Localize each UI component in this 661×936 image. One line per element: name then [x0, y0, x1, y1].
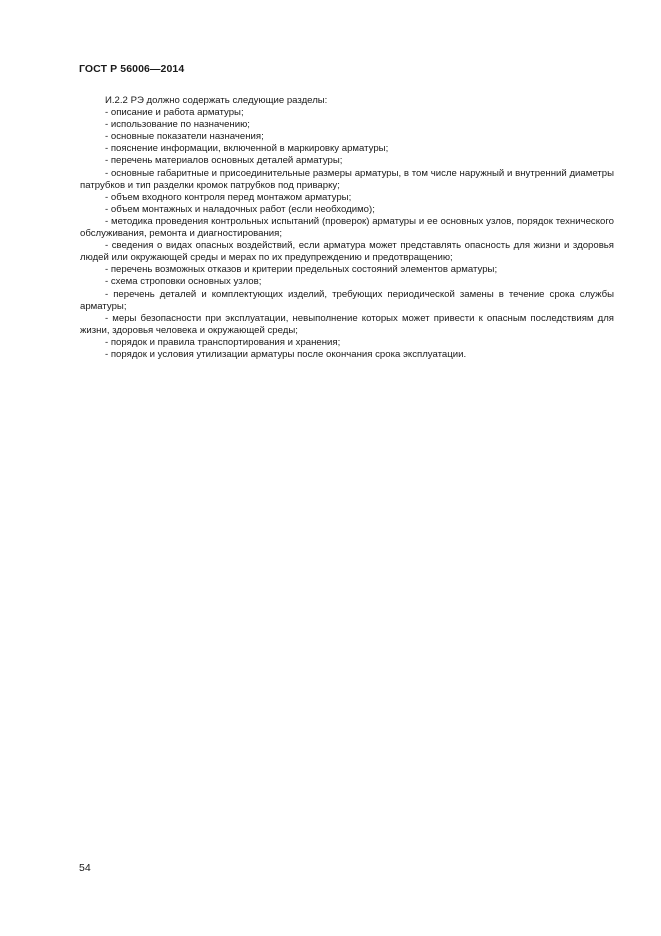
list-item: - перечень материалов основных деталей арматуры; — [105, 155, 343, 167]
list-item: - перечень деталей и комплектующих изделий, требующих периодической замены в течение срока службы арматуры; — [80, 288, 614, 312]
document-header: ГОСТ Р 56006—2014 — [79, 63, 185, 75]
list-item: - объем входного контроля перед монтажом арматуры; — [105, 191, 352, 203]
list-item: - пояснение информации, включенной в маркировку арматуры; — [105, 143, 389, 155]
list-item: - порядок и условия утилизации арматуры после окончания срока эксплуатации. — [105, 348, 467, 360]
list-item: - основные показатели назначения; — [105, 131, 264, 143]
list-item: - перечень возможных отказов и критерии предельных состояний элементов арматуры; — [105, 264, 498, 276]
section-content — [80, 95, 614, 361]
list-item: - меры безопасности при эксплуатации, невыполнение которых может привести к опасным последствиям для жизни, здоровья человека и окружающей среды; — [80, 312, 614, 336]
section-intro: И.2.2 РЭ должно содержать следующие разделы: — [105, 95, 328, 106]
list-item: - порядок и правила транспортирования и хранения; — [105, 336, 341, 348]
list-item: - схема строповки основных узлов; — [105, 276, 262, 288]
list-item: - методика проведения контрольных испытаний (проверок) арматуры и ее основных узлов, порядок технического обслуживания, ремонта и диагностирования; — [80, 215, 614, 240]
page-number: 54 — [79, 862, 91, 874]
list-item: - основные габаритные и присоединительные размеры арматуры, в том числе наружный и внутренний диаметры патрубков и тип разделки кромок патрубков под приварку; — [80, 167, 614, 191]
list-item: - сведения о видах опасных воздействий, если арматура может представлять опасность для жизни и здоровья людей или окружающей среды и мерах по их предупреждению и предотвращению; — [80, 240, 614, 264]
list-item: - использование по назначению; — [105, 119, 250, 131]
list-item: - объем монтажных и наладочных работ (если необходимо); — [105, 203, 375, 215]
list-item: - описание и работа арматуры; — [105, 107, 244, 119]
